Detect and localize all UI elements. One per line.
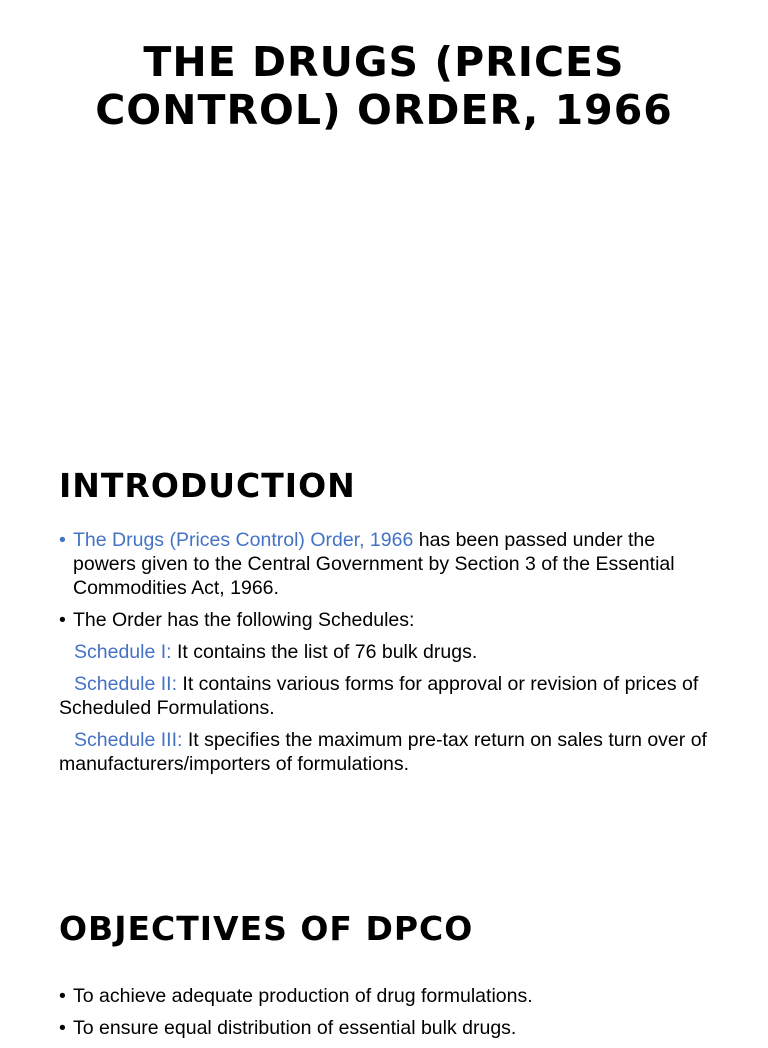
- document-title: THE DRUGS (PRICES CONTROL) ORDER, 1966: [95, 38, 673, 134]
- list-item: [59, 1016, 719, 1040]
- schedule-item: [59, 728, 719, 776]
- schedule-text: It contains the list of 76 bulk drugs.: [171, 641, 478, 663]
- bullet-icon: •: [59, 609, 66, 631]
- highlighted-order-name: The Drugs (Prices Control) Order, 1966: [73, 529, 414, 551]
- list-item: [59, 528, 719, 600]
- bullet-text: The Order has the following Schedules:: [73, 609, 415, 631]
- schedule-text: It contains various forms for approval or revision of prices of Scheduled Formulations.: [59, 673, 699, 719]
- objectives-content: [59, 984, 719, 1048]
- schedule-label: Schedule I:: [74, 641, 172, 663]
- bullet-icon: •: [59, 1017, 66, 1039]
- bullet-text: To achieve adequate production of drug formulations.: [73, 985, 533, 1007]
- schedule-text: It specifies the maximum pre-tax return on sales turn over of manufacturers/importers of formulations.: [59, 729, 707, 775]
- introduction-content: [59, 528, 719, 784]
- bullet-text: To ensure equal distribution of essential bulk drugs.: [73, 1017, 517, 1039]
- schedule-label: Schedule II:: [74, 673, 177, 695]
- schedule-item: [59, 672, 719, 720]
- bullet-icon: •: [59, 529, 66, 551]
- list-item: [59, 608, 719, 632]
- schedule-item: [59, 640, 719, 664]
- schedule-label: Schedule III:: [74, 729, 183, 751]
- introduction-heading: INTRODUCTION: [59, 466, 356, 505]
- bullet-icon: •: [59, 985, 66, 1007]
- list-item: [59, 984, 719, 1008]
- bullet-text: has been passed under the powers given to the Central Government by Section 3 of the Essential Commodities Act, 1966.: [73, 529, 675, 599]
- objectives-heading: OBJECTIVES OF DPCO: [59, 909, 474, 948]
